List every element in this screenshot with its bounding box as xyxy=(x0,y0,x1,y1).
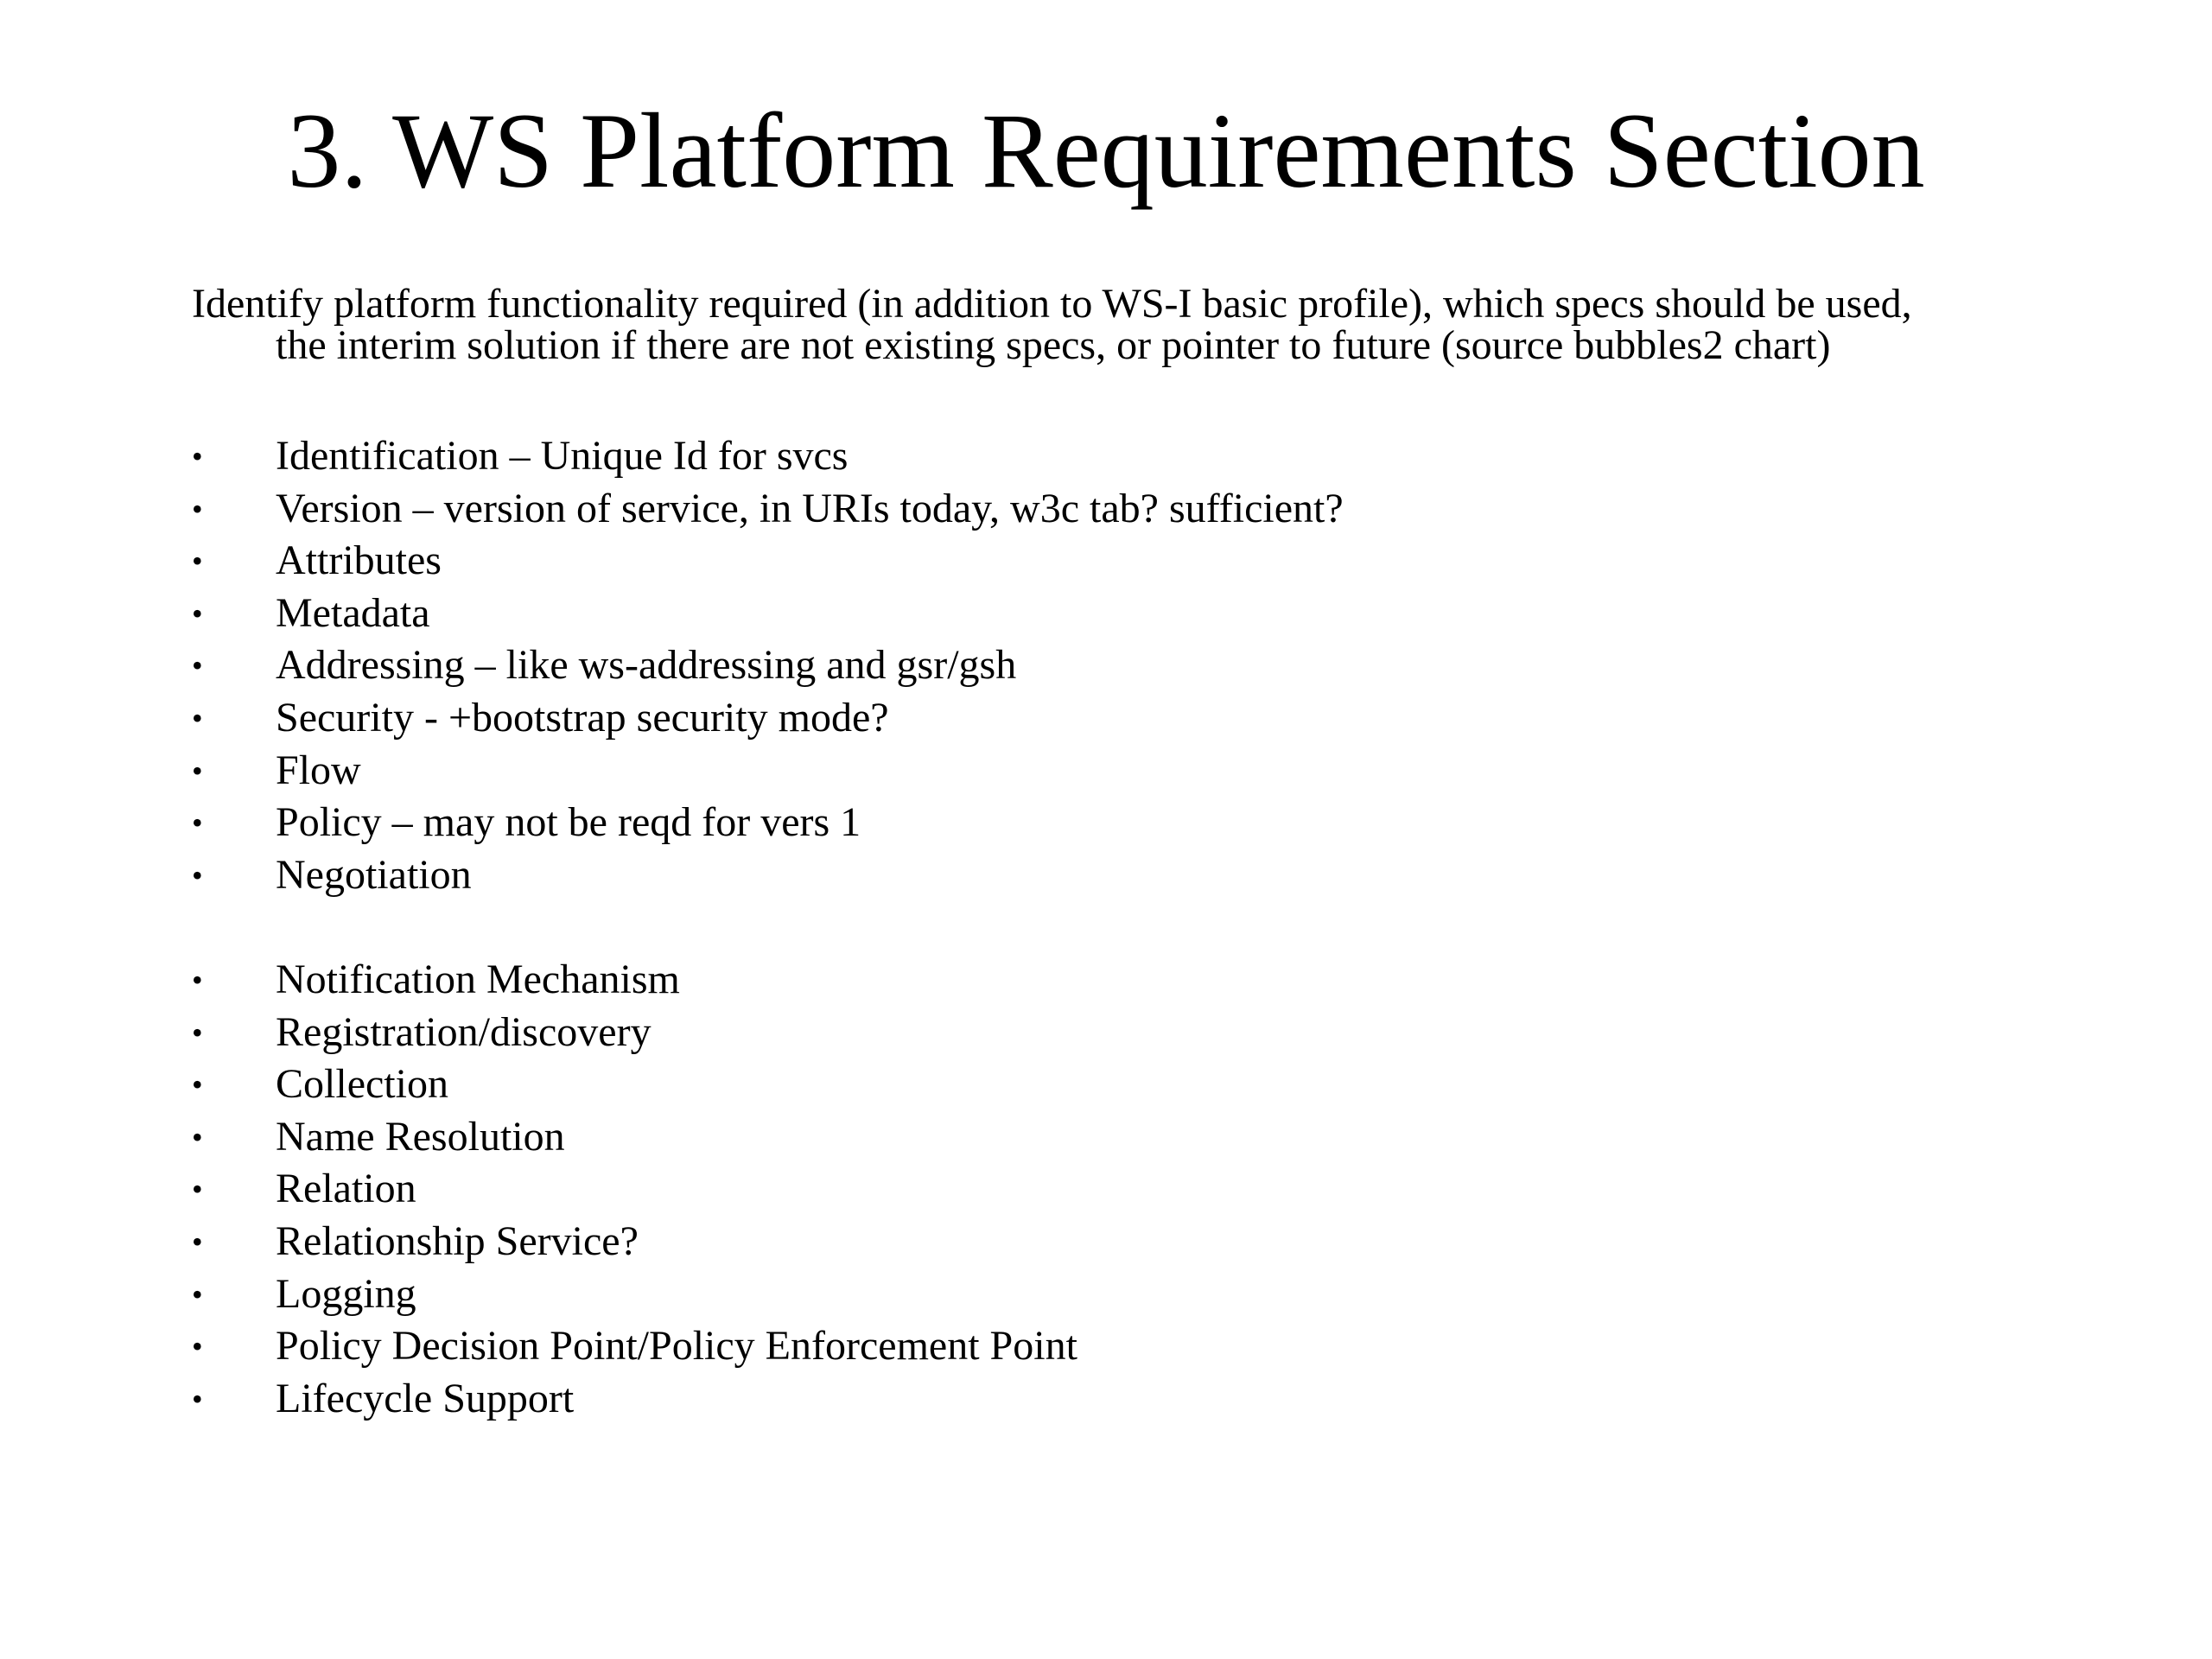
list-item-text: Attributes xyxy=(276,537,442,584)
bullet-icon: • xyxy=(192,1119,203,1154)
bullet-icon: • xyxy=(192,439,203,474)
bullet-icon: • xyxy=(192,963,203,997)
list-item-text: Notification Mechanism xyxy=(276,957,680,1002)
bullet-icon: • xyxy=(192,805,203,841)
list-item-text: Relationship Service? xyxy=(276,1217,639,1264)
bullet-icon: • xyxy=(192,1381,203,1416)
bullet-icon: • xyxy=(192,1224,203,1259)
intro-line-1: Identify platform functionality required (in addition to WS-I basic profile), which specs should be used, xyxy=(192,281,1912,327)
bullet-icon: • xyxy=(192,1276,203,1312)
bullet-icon: • xyxy=(192,1329,203,1364)
intro-line-2: the interim solution if there are not existing specs, or pointer to future (source bubbles2 chart) xyxy=(276,322,1831,368)
intro-paragraph xyxy=(192,283,2075,366)
bullet-icon: • xyxy=(192,753,203,788)
list-item-text: Metadata xyxy=(276,589,430,636)
list-item-text: Identification – Unique Id for svcs xyxy=(276,433,849,479)
list-item-text: Relation xyxy=(276,1166,416,1212)
list-item-text: Name Resolution xyxy=(276,1113,565,1160)
list-item-text: Lifecycle Support xyxy=(276,1375,575,1421)
bullet-icon: • xyxy=(192,1172,203,1207)
list-item-text: Policy – may not be reqd for vers 1 xyxy=(276,799,861,846)
list-item-text: Version – version of service, in URIs today, w3c tab? sufficient? xyxy=(276,485,1344,531)
slide-title: 3. WS Platform Requirements Section xyxy=(287,92,1925,210)
list-item-text: Logging xyxy=(276,1270,416,1317)
list-item-text: Flow xyxy=(276,747,361,793)
list-item-text: Addressing – like ws-addressing and gsr/gsh xyxy=(276,642,1017,689)
bullet-icon: • xyxy=(192,700,203,735)
list-item-text: Registration/discovery xyxy=(276,1008,652,1055)
list-item-text: Policy Decision Point/Policy Enforcement Point xyxy=(276,1323,1077,1370)
bullet-icon: • xyxy=(192,648,203,683)
bullet-icon: • xyxy=(192,543,203,579)
bullet-icon: • xyxy=(192,595,203,631)
list-item-text: Security - +bootstrap security mode? xyxy=(276,694,889,741)
list-item-text: Collection xyxy=(276,1061,448,1108)
bullet-icon: • xyxy=(192,1067,203,1103)
list-item-text: Negotiation xyxy=(276,851,472,898)
bullet-icon: • xyxy=(192,857,203,893)
bullet-icon: • xyxy=(192,1014,203,1050)
bullet-icon: • xyxy=(192,491,203,526)
